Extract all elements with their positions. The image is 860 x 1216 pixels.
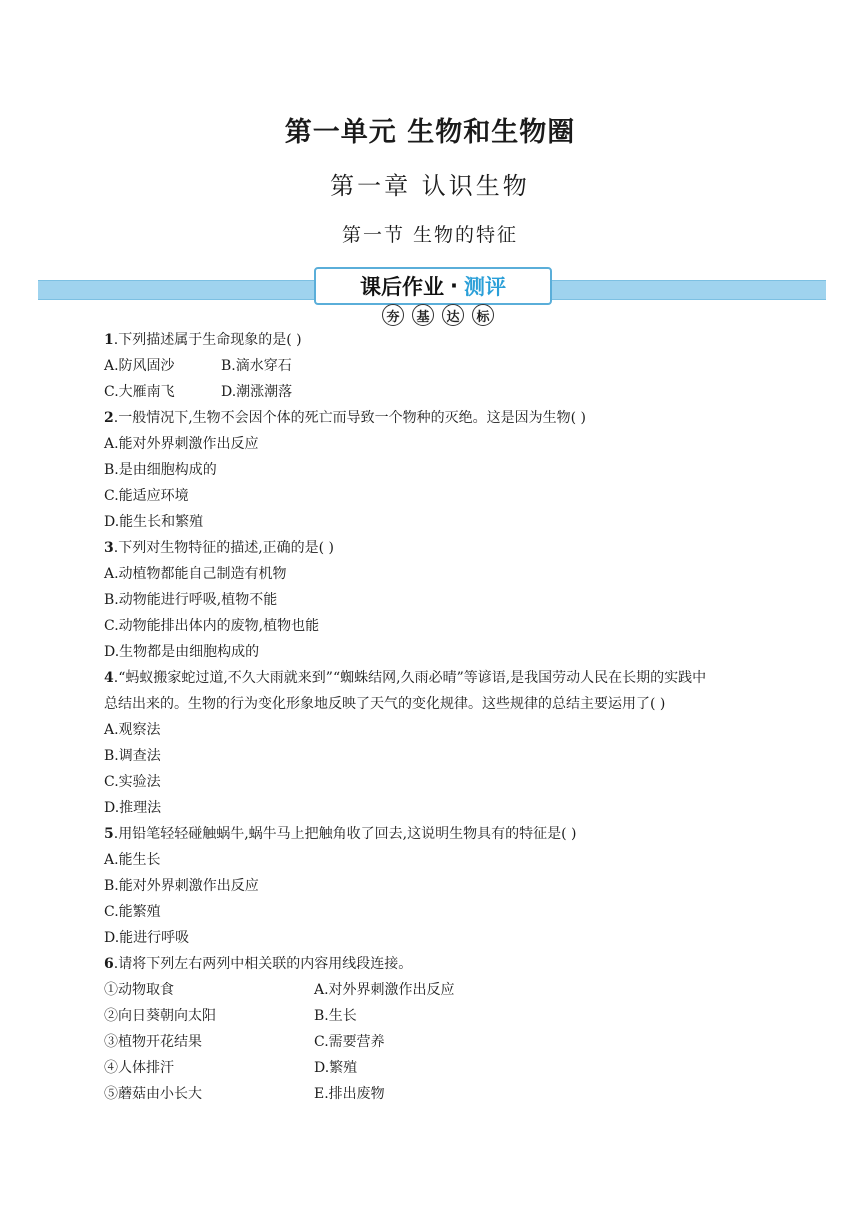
- question-number: 2: [104, 410, 114, 426]
- option: C.大雁南飞: [104, 384, 175, 400]
- question-3-stem: [104, 535, 764, 561]
- match-right-item: B.生长: [314, 1008, 357, 1024]
- match-left-item: ④人体排汗: [104, 1060, 174, 1076]
- option: A.能对外界刺激作出反应: [104, 436, 259, 452]
- match-right-item: A.对外界刺激作出反应: [314, 982, 455, 998]
- banner-heading: [314, 267, 552, 305]
- option: C.能繁殖: [104, 904, 161, 920]
- unit-title: 第一单元 生物和生物圈: [284, 117, 576, 148]
- option: D.生物都是由细胞构成的: [104, 644, 260, 660]
- option: D.能进行呼吸: [104, 930, 190, 946]
- question-text: .一般情况下,生物不会因个体的死亡而导致一个物种的灭绝。这是因为生物( ): [113, 410, 587, 426]
- match-left-item: ⑤蘑菇由小长大: [104, 1086, 202, 1102]
- badge-char: 基: [412, 304, 434, 326]
- option: B.能对外界刺激作出反应: [104, 878, 259, 894]
- banner-accent-text: 测评: [463, 275, 506, 299]
- chapter-title: 第一章 认识生物: [330, 172, 530, 200]
- match-left-item: ②向日葵朝向太阳: [104, 1008, 216, 1024]
- banner-dot: ·: [450, 274, 458, 298]
- match-left-item: ③植物开花结果: [104, 1034, 202, 1050]
- match-row: [104, 1055, 764, 1081]
- badge-char: 达: [442, 304, 464, 326]
- section-title: 第一节 生物的特征: [341, 224, 519, 246]
- question-text: .用铅笔轻轻碰触蜗牛,蜗牛马上把触角收了回去,这说明生物具有的特征是( ): [113, 826, 577, 842]
- option: C.能适应环境: [104, 488, 189, 504]
- option: B.动物能进行呼吸,植物不能: [104, 592, 278, 608]
- question-text: .下列对生物特征的描述,正确的是( ): [113, 540, 335, 556]
- option: A.防风固沙: [104, 358, 175, 374]
- question-number: 5: [104, 826, 114, 842]
- question-4-stem: [104, 665, 764, 691]
- option: B.滴水穿石: [221, 358, 292, 374]
- option: D.潮涨潮落: [221, 384, 293, 400]
- question-1-options-row-2: [104, 379, 764, 405]
- question-number: 3: [104, 540, 114, 556]
- match-row: [104, 1003, 764, 1029]
- option: A.动植物都能自己制造有机物: [104, 566, 287, 582]
- match-right-item: E.排出废物: [314, 1086, 385, 1102]
- question-1-options-row-1: [104, 353, 764, 379]
- option: C.动物能排出体内的废物,植物也能: [104, 618, 320, 634]
- option: D.推理法: [104, 800, 162, 816]
- option: B.是由细胞构成的: [104, 462, 217, 478]
- banner-main-text: 课后作业: [360, 275, 444, 299]
- match-right-item: D.繁殖: [314, 1060, 358, 1076]
- question-text: .请将下列左右两列中相关联的内容用线段连接。: [113, 956, 413, 972]
- question-number: 4: [104, 670, 114, 686]
- question-4-stem-cont: 总结出来的。生物的行为变化形象地反映了天气的变化规律。这些规律的总结主要运用了( ): [104, 696, 666, 712]
- badge-char: 标: [472, 304, 494, 326]
- question-text: .下列描述属于生命现象的是( ): [113, 332, 302, 348]
- question-5-stem: [104, 821, 764, 847]
- question-6-stem: [104, 951, 764, 977]
- question-list: [104, 327, 764, 1107]
- match-left-item: ①动物取食: [104, 982, 174, 998]
- level-badges: [382, 304, 494, 326]
- match-row: [104, 1081, 764, 1107]
- question-number: 1: [104, 332, 114, 348]
- question-number: 6: [104, 956, 114, 972]
- option: C.实验法: [104, 774, 161, 790]
- option: A.观察法: [104, 722, 161, 738]
- match-row: [104, 977, 764, 1003]
- question-text: .“蚂蚁搬家蛇过道,不久大雨就来到”“蜘蛛结网,久雨必晴”等谚语,是我国劳动人民在长期的实践中: [113, 670, 707, 686]
- option: B.调查法: [104, 748, 161, 764]
- match-row: [104, 1029, 764, 1055]
- badge-char: 夯: [382, 304, 404, 326]
- question-2-stem: [104, 405, 764, 431]
- option: D.能生长和繁殖: [104, 514, 204, 530]
- question-1-stem: [104, 327, 764, 353]
- match-right-item: C.需要营养: [314, 1034, 385, 1050]
- option: A.能生长: [104, 852, 161, 868]
